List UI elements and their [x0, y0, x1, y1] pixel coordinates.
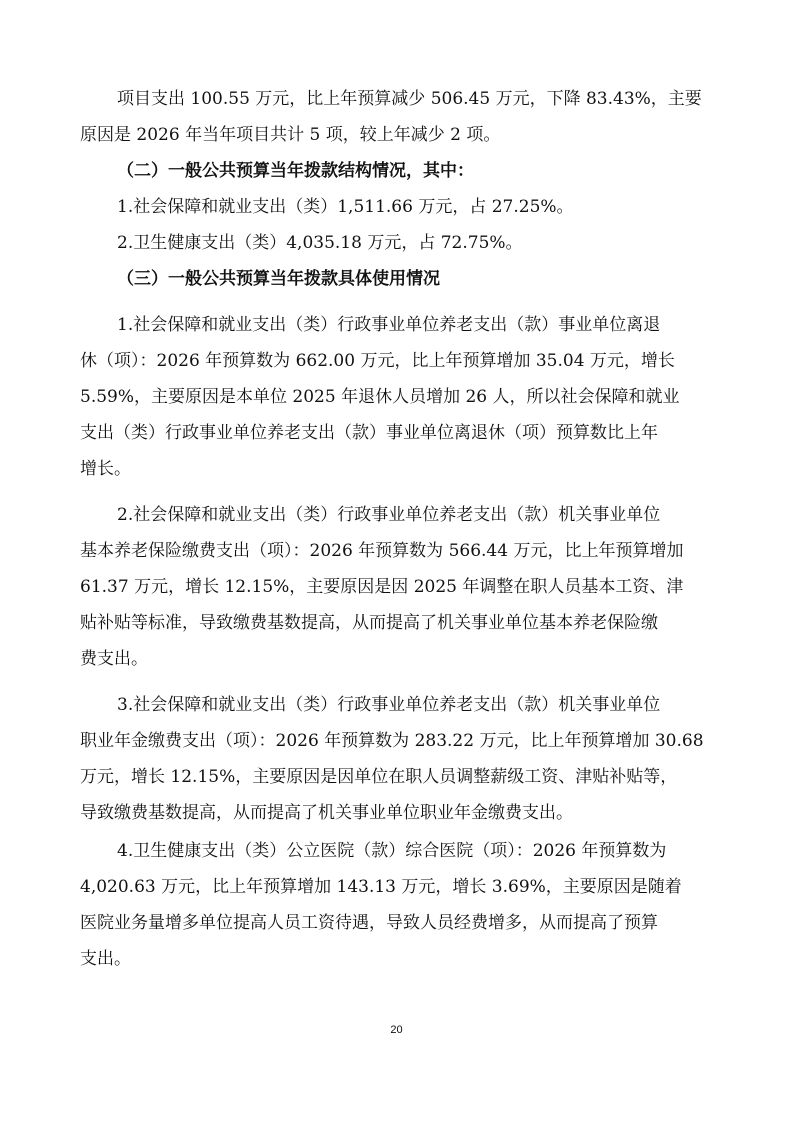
paragraph-line: 2.社会保障和就业支出（类）行政事业单位养老支出（款）机关事业单位 — [117, 505, 661, 525]
paragraph-line: 4.卫生健康支出（类）公立医院（款）综合医院（项）：2026 年预算数为 — [117, 841, 667, 861]
paragraph-line: 增长。 — [80, 459, 131, 479]
paragraph-line: 原因是 2026 年当年项目共计 5 项，较上年减少 2 项。 — [80, 125, 501, 145]
paragraph-line: 项目支出 100.55 万元，比上年预算减少 506.45 万元，下降 83.43%，主要 — [117, 89, 702, 109]
paragraph-line: 61.37 万元，增长 12.15%，主要原因是因 2025 年调整在职人员基本工资、津 — [80, 577, 684, 597]
paragraph-line: 5.59%，主要原因是本单位 2025 年退休人员增加 26 人，所以社会保障和就业 — [80, 387, 680, 407]
paragraph-line: 支出（类）行政事业单位养老支出（款）事业单位离退休（项）预算数比上年 — [80, 423, 658, 443]
paragraph-line: 费支出。 — [80, 649, 148, 669]
section-heading: （二）一般公共预算当年拨款结构情况，其中： — [117, 161, 474, 181]
page-number: 20 — [390, 1024, 403, 1036]
paragraph-line: 万元，增长 12.15%，主要原因是因单位在职人员调整薪级工资、津贴补贴等， — [80, 767, 678, 787]
paragraph-line: 医院业务量增多单位提高人员工资待遇，导致人员经费增多，从而提高了预算 — [80, 913, 658, 933]
paragraph-line: 1.社会保障和就业支出（类）行政事业单位养老支出（款）事业单位离退 — [117, 315, 661, 335]
paragraph-line: 贴补贴等标准，导致缴费基数提高，从而提高了机关事业单位基本养老保险缴 — [80, 613, 658, 633]
list-item: 1.社会保障和就业支出（类）1,511.66 万元，占 27.25%。 — [117, 197, 574, 217]
paragraph-line: 4,020.63 万元，比上年预算增加 143.13 万元，增长 3.69%，主要原因是随着 — [80, 877, 682, 897]
paragraph-line: 支出。 — [80, 949, 131, 969]
paragraph-line: 休（项）：2026 年预算数为 662.00 万元，比上年预算增加 35.04 万元，增长 — [80, 351, 675, 371]
section-heading: （三）一般公共预算当年拨款具体使用情况 — [117, 269, 440, 289]
paragraph-line: 导致缴费基数提高，从而提高了机关事业单位职业年金缴费支出。 — [80, 803, 573, 823]
list-item: 2.卫生健康支出（类）4,035.18 万元，占 72.75%。 — [117, 233, 523, 253]
paragraph-line: 基本养老保险缴费支出（项）：2026 年预算数为 566.44 万元，比上年预算增加 — [80, 541, 684, 561]
paragraph-line: 3.社会保障和就业支出（类）行政事业单位养老支出（款）机关事业单位 — [117, 695, 661, 715]
paragraph-line: 职业年金缴费支出（项）：2026 年预算数为 283.22 万元，比上年预算增加 30.68 — [80, 731, 704, 751]
